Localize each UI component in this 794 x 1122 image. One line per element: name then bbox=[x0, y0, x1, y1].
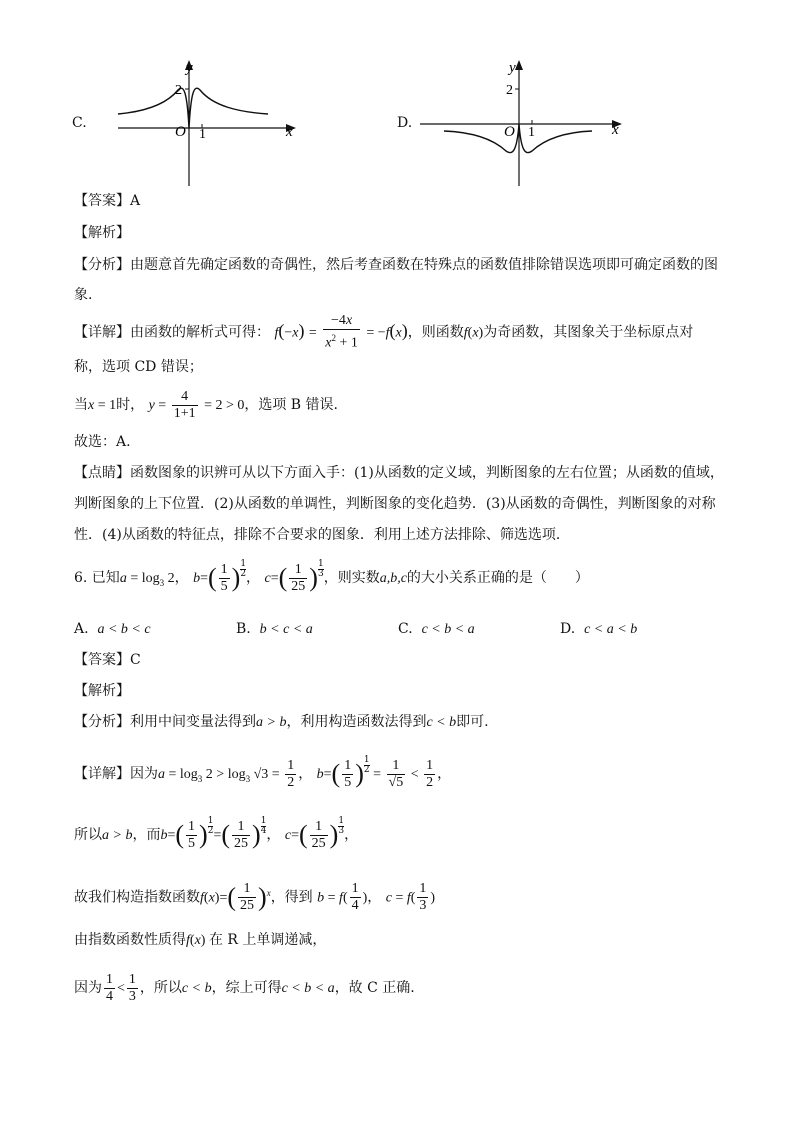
q5-jiexi: 【解析】 bbox=[74, 225, 130, 241]
q5-dianjing-3: 性．(4)从函数的特征点，排除不合要求的图象．利用上述方法排除、筛选选项． bbox=[74, 527, 570, 543]
graph-d-y-tick: 2 bbox=[506, 83, 513, 98]
graph-c-origin: O bbox=[175, 124, 186, 140]
formula-f-neg-x: f bbox=[274, 325, 279, 341]
q5-answer: 【答案】A bbox=[74, 193, 141, 209]
option-d-label: D. bbox=[397, 115, 413, 131]
fenxi-tag: 【分析】 bbox=[74, 257, 130, 273]
graph-d-origin: O bbox=[504, 124, 515, 140]
q6-option-c: C. c < b < a bbox=[398, 621, 475, 637]
q6-option-a: A. a < b < c bbox=[74, 621, 151, 637]
q6-xiangjie-3: 故我们构造指数函数f(x)=( $\frac{1}{25}$ )$^x$，得到 b = f( $\frac{1}{4}$ )， c = f( $\frac{1}{3}$ ) bbox=[74, 881, 436, 914]
option-c-label: C. bbox=[72, 115, 87, 131]
q6-xiangjie-4: 由指数函数性质得f(x) 在 R 上单调递减， bbox=[74, 932, 327, 948]
xiangjie-text-c: 为奇函数，其图象关于坐标原点对 bbox=[483, 324, 694, 341]
q5-fenxi-cont: 象. bbox=[74, 287, 93, 303]
graph-c-x-tick: 1 bbox=[199, 127, 206, 142]
q6-option-b: B. b < c < a bbox=[236, 621, 313, 637]
q6-stem: 6. 已知$a = \log_3 2$， b=( $\frac{1}{5}$ ) $\frac{1}{2}$ ， c=( $\frac{1}{25}$ ) $\frac{1}{3}$ ，则实数a,b,c的大小关系正确的是（ ） bbox=[74, 559, 589, 594]
q5-dianjing-1: 【点睛】函数图象的识辨可从以下方面入手：(1)从函数的定义域，判断图象的左右位置；从函数的值域， bbox=[74, 465, 724, 481]
q5-fenxi bbox=[74, 255, 718, 275]
graph-c-x-label: x bbox=[286, 124, 293, 140]
fenxi-text: 由题意首先确定函数的奇偶性，然后考查函数在特殊点的函数值排除错误选项即可确定函数的图 bbox=[130, 257, 718, 273]
graph-c-y-tick: 2 bbox=[175, 83, 182, 98]
q6-xiangjie-1: 【详解】因为$a = \log_3 2 > \log_3 √3$ = $\frac{1}{2}$ ， b=( $\frac{1}{5}$ ) $\frac{1}{2}$ = $\frac{1}{√5}$ < $\frac{1}{2}$ ， bbox=[74, 755, 452, 790]
q5-guxuan: 故选：A. bbox=[74, 434, 131, 450]
graph-option-c bbox=[110, 58, 310, 188]
xiangjie-text-b: ，则函数 bbox=[407, 324, 464, 341]
q6-answer: 【答案】C bbox=[74, 652, 141, 668]
q6-xiangjie-2: 所以a > b，而b=( $\frac{1}{5}$ ) $\frac{1}{2}$ =( $\frac{1}{25}$ ) $\frac{1}{4}$ ， c=( $\frac{1}{25}$ ) $\frac{1}{3}$ ， bbox=[74, 816, 359, 851]
xiangjie-text-a: 由函数的解析式可得： bbox=[130, 324, 270, 341]
q6-fenxi: 【分析】利用中间变量法得到a > b，利用构造函数法得到c < b即可. bbox=[74, 714, 489, 730]
q5-dianjing-2: 判断图象的上下位置．(2)从函数的单调性，判断图象的变化趋势．(3)从函数的奇偶性，判断图象的对称 bbox=[74, 496, 716, 512]
q6-jiexi: 【解析】 bbox=[74, 683, 130, 699]
graph-option-d bbox=[420, 58, 630, 188]
graph-d-x-tick: 1 bbox=[528, 125, 535, 140]
q6-option-d: D. c < a < b bbox=[560, 621, 638, 637]
graph-c-y-label: y bbox=[186, 60, 193, 76]
q6-xiangjie-5: 因为 $\frac{1}{4}$ < $\frac{1}{3}$ ，所以c < b，综上可得c < b < a，故 C 正确. bbox=[74, 971, 415, 1004]
graph-d-x-label: x bbox=[612, 122, 619, 138]
q5-xiangjie-cont: 称，选项 CD 错误； bbox=[74, 359, 203, 375]
formula-frac-4x: $\frac{-4x}{x^2 + 1}$ bbox=[325, 313, 358, 351]
q5-when-x1: 当x = 1时， y = $\frac{4}{1+1}$ = 2 > 0，选项 B 错误. bbox=[74, 388, 338, 421]
xiangjie-tag: 【详解】 bbox=[74, 324, 130, 341]
graph-d-y-label: y bbox=[509, 60, 516, 76]
q5-xiangjie: 【详解】由函数的解析式可得： f(−x) = $\frac{-4x}{x^2 + 1}$ = −f(x)，则函数f(x)为奇函数，其图象关于坐标原点对 bbox=[74, 313, 694, 351]
